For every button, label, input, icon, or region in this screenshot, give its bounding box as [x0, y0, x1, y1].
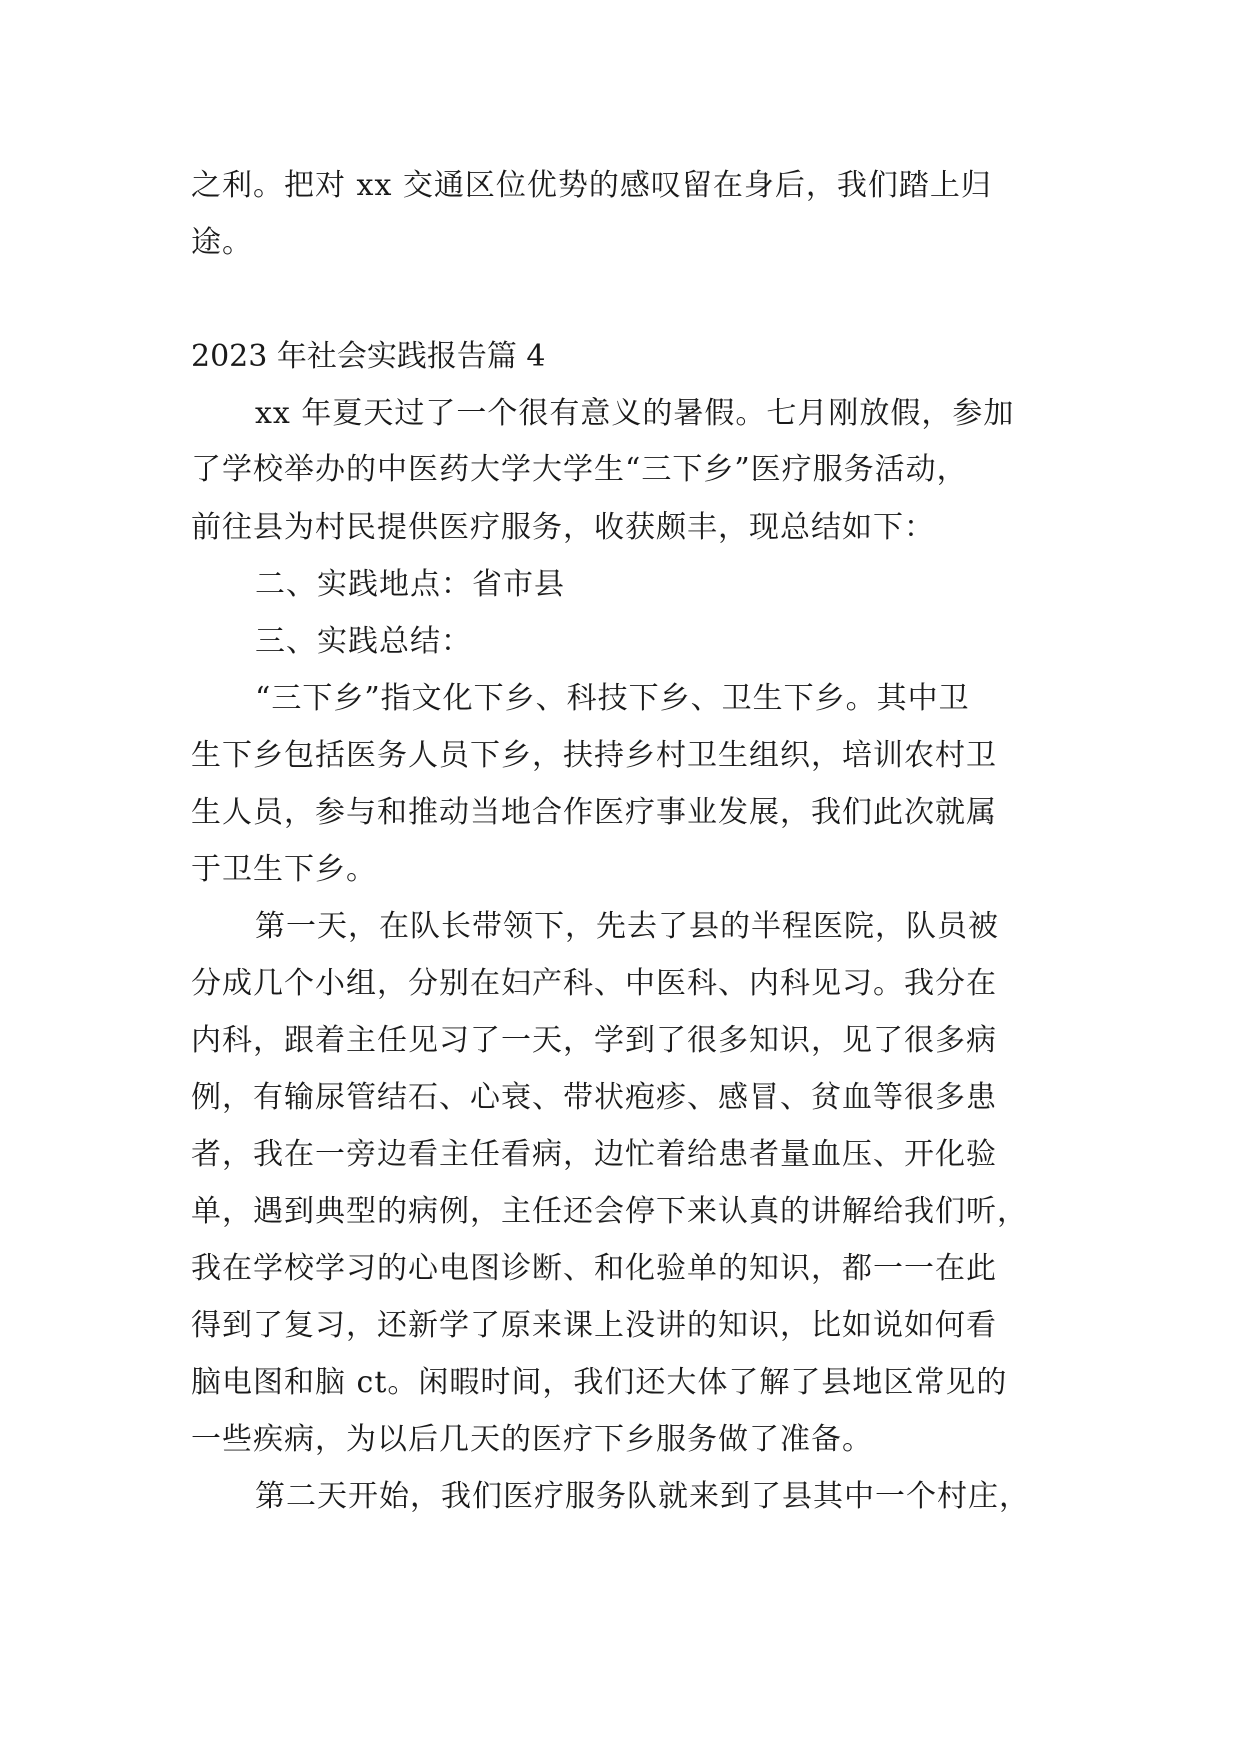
section-heading: 2023 年社会实践报告篇 4 — [191, 339, 546, 374]
paragraph-line: 第一天，在队长带领下，先去了县的半程医院，队员被 — [255, 909, 999, 944]
paragraph-line: 第二天开始，我们医疗服务队就来到了县其中一个村庄， — [255, 1479, 1030, 1514]
paragraph-line: 例，有输尿管结石、心衰、带状疱疹、感冒、贫血等很多患 — [191, 1080, 997, 1115]
paragraph-line: 分成几个小组，分别在妇产科、中医科、内科见习。我分在 — [191, 966, 997, 1001]
paragraph-line: 得到了复习，还新学了原来课上没讲的知识，比如说如何看 — [191, 1308, 997, 1343]
paragraph-line: 二、实践地点：省市县 — [255, 567, 565, 602]
paragraph-line: 内科，跟着主任见习了一天，学到了很多知识，见了很多病 — [191, 1023, 997, 1058]
paragraph-line: 了学校举办的中医药大学大学生“三下乡”医疗服务活动， — [191, 452, 968, 487]
paragraph-line: 我在学校学习的心电图诊断、和化验单的知识，都一一在此 — [191, 1251, 997, 1286]
paragraph-line: 前往县为村民提供医疗服务，收获颇丰，现总结如下： — [191, 510, 935, 545]
paragraph-line: 单，遇到典型的病例，主任还会停下来认真的讲解给我们听， — [191, 1194, 1028, 1229]
intro-line: 之利。把对 xx 交通区位优势的感叹留在身后，我们踏上归 — [191, 168, 992, 203]
paragraph-line: 生人员，参与和推动当地合作医疗事业发展，我们此次就属 — [191, 795, 997, 830]
paragraph-line: 者，我在一旁边看主任看病，边忙着给患者量血压、开化验 — [191, 1137, 997, 1172]
paragraph-line: 生下乡包括医务人员下乡，扶持乡村卫生组织，培训农村卫 — [191, 738, 997, 773]
paragraph-line: 于卫生下乡。 — [191, 852, 377, 887]
paragraph-line: “三下乡”指文化下乡、科技下乡、卫生下乡。其中卫 — [255, 681, 970, 716]
paragraph-line: 三、实践总结： — [255, 624, 472, 659]
intro-line: 途。 — [191, 225, 253, 260]
paragraph-line: xx 年夏天过了一个很有意义的暑假。七月刚放假，参加 — [255, 396, 1015, 431]
paragraph-line: 一些疾病，为以后几天的医疗下乡服务做了准备。 — [191, 1422, 873, 1457]
paragraph-line: 脑电图和脑 ct。闲暇时间，我们还大体了解了县地区常见的 — [191, 1365, 1008, 1400]
